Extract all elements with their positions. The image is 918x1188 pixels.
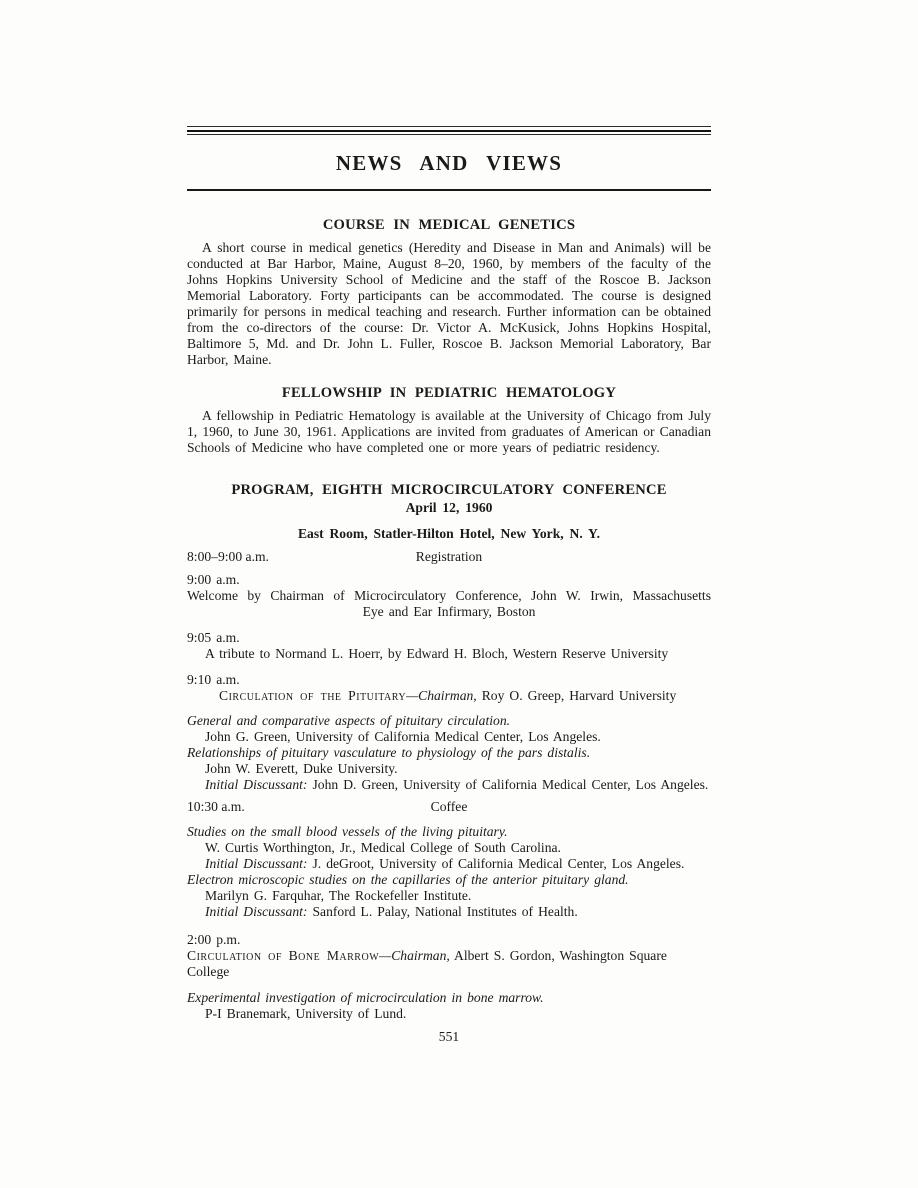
paper4-discussant-line: [187, 904, 711, 920]
paper3-discussant: J. deGroot, University of California Medical Center, Los Angeles.: [307, 856, 685, 871]
paper3-discussant-line: [187, 856, 711, 872]
session-bone-marrow-chair-line: [187, 948, 711, 980]
page-content: [187, 0, 711, 1045]
registration-label: Registration: [415, 549, 483, 564]
session-pituitary-time: 9:10 a.m.: [187, 672, 240, 687]
paper3-author: W. Curtis Worthington, Jr., Medical College of South Carolina.: [205, 840, 561, 855]
paper3-title: Studies on the small blood vessels of the living pituitary.: [187, 824, 508, 839]
schedule-block-welcome: [187, 572, 711, 620]
paper5-title: Experimental investigation of microcirculation in bone marrow.: [187, 990, 544, 1005]
paper2-title: Relationships of pituitary vasculature to physiology of the pars distalis.: [187, 745, 591, 760]
masthead-top-rule: [187, 126, 711, 135]
papers-block-3: [187, 990, 711, 1022]
paper3-discussant-label: Initial Discussant:: [205, 856, 308, 871]
session-pituitary-chair: Roy O. Greep, Harvard University: [476, 688, 677, 703]
rule-line: [187, 130, 711, 132]
papers-block-1: [187, 713, 711, 793]
paper1-author: John G. Green, University of California Medical Center, Los Angeles.: [205, 729, 601, 744]
session-bone-marrow-chair-label: —Chairman,: [379, 948, 450, 963]
session-bone-marrow-title: Circulation of Bone Marrow: [187, 948, 380, 963]
rule-line: [187, 134, 711, 135]
welcome-line2: Eye and Ear Infirmary, Boston: [362, 604, 536, 619]
paper4-title: Electron microscopic studies on the capillaries of the anterior pituitary gland.: [187, 872, 629, 887]
session-pituitary-chair-label: —Chairman,: [406, 688, 477, 703]
tribute-time: 9:05 a.m.: [187, 630, 240, 645]
page-number: 551: [438, 1029, 460, 1044]
fellowship-paragraph: A fellowship in Pediatric Hematology is available at the University of Chicago from July 1, 1960, to June 30, 1961. Applications are invited from graduates of American or Canadian Schools of Medicine who have completed one or more years of pediatric residency.: [187, 408, 711, 455]
paper4-discussant: Sanford L. Palay, National Institutes of Health.: [307, 904, 578, 919]
registration-time: 8:00–9:00 a.m.: [187, 549, 269, 564]
masthead-bottom-rule: [187, 189, 711, 191]
schedule-block-tribute: [187, 630, 711, 662]
paper2-author: John W. Everett, Duke University.: [205, 761, 398, 776]
paper2-discussant-line: [187, 777, 711, 793]
page-title: NEWS AND VIEWS: [335, 151, 563, 175]
rule-line: [187, 126, 711, 127]
papers-block-2: [187, 824, 711, 920]
paper2-discussant-label: Initial Discussant:: [205, 777, 308, 792]
session-pituitary-title: Circulation of the Pituitary: [219, 688, 407, 703]
paper4-discussant-label: Initial Discussant:: [205, 904, 308, 919]
session-bone-marrow-time: 2:00 p.m.: [187, 932, 241, 947]
session-bone-marrow-chair: Albert S. Gordon, Washington Square College: [187, 948, 667, 979]
paper1-title: General and comparative aspects of pituitary circulation.: [187, 713, 511, 728]
welcome-line1: Welcome by Chairman of Microcirculatory Conference, John W. Irwin, Massachusetts: [187, 588, 711, 603]
paper2-discussant: John D. Green, University of California Medical Center, Los Angeles.: [307, 777, 709, 792]
schedule-row-registration: [187, 549, 711, 565]
paper4-author: Marilyn G. Farquhar, The Rockefeller Institute.: [205, 888, 472, 903]
welcome-time: 9:00 a.m.: [187, 572, 240, 587]
schedule-block-session-bone-marrow: [187, 932, 711, 980]
program-heading: PROGRAM, EIGHTH MICROCIRCULATORY CONFERENCE: [231, 482, 667, 498]
session-pituitary-chair-line: [187, 688, 711, 704]
schedule-block-session-pituitary: [187, 672, 711, 704]
program-date: April 12, 1960: [405, 500, 493, 515]
program-venue: East Room, Statler-Hilton Hotel, New York, N. Y.: [297, 526, 601, 541]
schedule-row-coffee: [187, 799, 711, 815]
tribute-text: A tribute to Normand L. Hoerr, by Edward H. Bloch, Western Reserve University: [205, 646, 669, 661]
section-heading-fellowship: FELLOWSHIP IN PEDIATRIC HEMATOLOGY: [281, 385, 617, 401]
coffee-time: 10:30 a.m.: [187, 799, 245, 814]
coffee-label: Coffee: [430, 799, 468, 814]
genetics-paragraph: A short course in medical genetics (Heredity and Disease in Man and Animals) will be conducted at Bar Harbor, Maine, August 8–20, 1960, by members of the faculty of the Johns Hopkins University School of Medicine and the staff of the Roscoe B. Jackson Memorial Laboratory. Forty participants can be accommodated. The course is designed primarily for persons in medical teaching and research. Further information can be obtained from the co-directors of the course: Dr. Victor A. McKusick, Johns Hopkins Hospital, Baltimore 5, Md. and Dr. John L. Fuller, Roscoe B. Jackson Memorial Laboratory, Bar Harbor, Maine.: [187, 240, 711, 367]
section-heading-genetics: COURSE IN MEDICAL GENETICS: [322, 217, 576, 233]
paper5-author: P-I Branemark, University of Lund.: [205, 1006, 407, 1021]
